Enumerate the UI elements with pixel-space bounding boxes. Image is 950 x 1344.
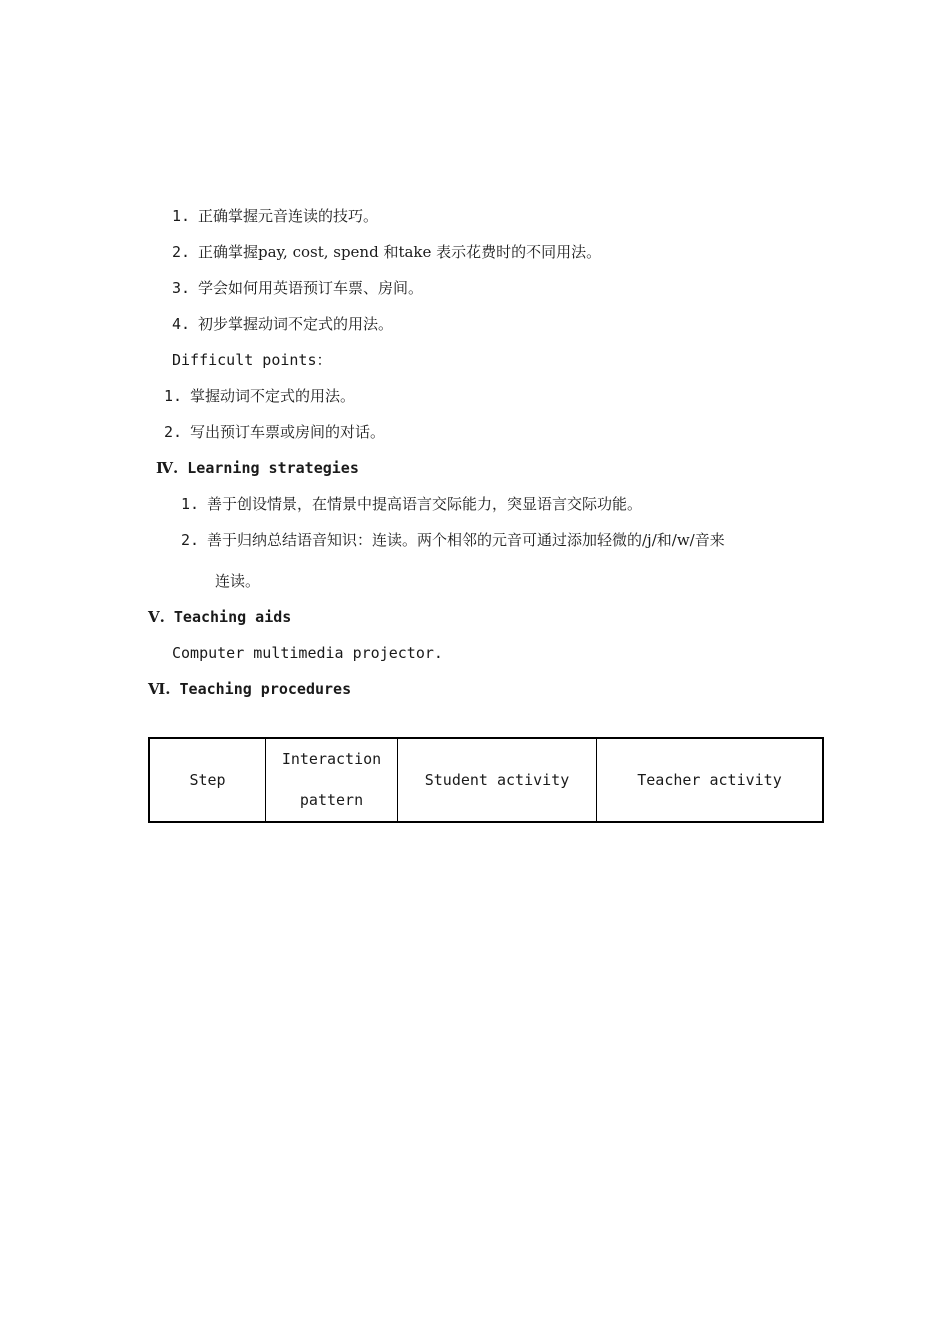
strategy-text: 善于归纳总结语音知识：连读。两个相邻的元音可通过添加轻微的/j/和/w/音来 — [207, 531, 725, 549]
section-heading-learning-strategies — [156, 458, 359, 478]
difficult-points-label: Difficult points： — [172, 351, 332, 369]
list-number: 4. — [172, 315, 191, 333]
strategy-item-2 — [181, 530, 725, 550]
difficult-item-1 — [164, 386, 355, 406]
section-roman-numeral: Ⅴ. — [148, 608, 165, 626]
table-header-row — [149, 738, 823, 822]
section-title: Learning strategies — [187, 459, 359, 477]
strategy-item-1 — [181, 494, 642, 514]
strategy-item-2-continuation: 连读。 — [215, 572, 261, 590]
section-roman-numeral: Ⅳ. — [156, 459, 179, 477]
list-number: 3. — [172, 279, 191, 297]
objective-text: 学会如何用英语预订车票、房间。 — [198, 279, 424, 297]
header-interaction-line2: pattern — [299, 791, 364, 809]
objective-text: 初步掌握动词不定式的用法。 — [198, 315, 394, 333]
teaching-aids-text: Computer multimedia projector. — [172, 644, 443, 662]
strategy-text: 善于创设情景，在情景中提高语言交际能力，突显语言交际功能。 — [207, 495, 643, 513]
header-student-activity: Student activity — [398, 738, 597, 822]
section-roman-numeral: Ⅵ. — [148, 680, 171, 698]
objective-text: 正确掌握pay, cost, spend 和take 表示花费时的不同用法。 — [198, 243, 602, 261]
difficult-text: 掌握动词不定式的用法。 — [190, 387, 356, 405]
header-step: Step — [149, 738, 266, 822]
objective-item-3 — [172, 278, 423, 298]
teaching-procedures-table — [148, 737, 824, 823]
list-number: 2. — [172, 243, 191, 261]
list-number: 1. — [172, 207, 191, 225]
section-title: Teaching procedures — [179, 680, 352, 698]
header-interaction-line1: Interaction — [281, 750, 382, 768]
objective-text: 正确掌握元音连读的技巧。 — [198, 207, 379, 225]
list-number: 1. — [164, 387, 183, 405]
section-heading-teaching-aids — [148, 607, 291, 627]
objective-item-1 — [172, 206, 378, 226]
list-number: 2. — [164, 423, 183, 441]
header-teacher-activity: Teacher activity — [597, 738, 824, 822]
section-heading-teaching-procedures — [148, 679, 351, 699]
header-interaction-pattern — [266, 738, 398, 822]
section-title: Teaching aids — [173, 608, 292, 626]
difficult-item-2 — [164, 422, 385, 442]
difficult-text: 写出预订车票或房间的对话。 — [190, 423, 386, 441]
objective-item-2 — [172, 242, 601, 262]
list-number: 2. — [181, 531, 200, 549]
list-number: 1. — [181, 495, 200, 513]
objective-item-4 — [172, 314, 393, 334]
